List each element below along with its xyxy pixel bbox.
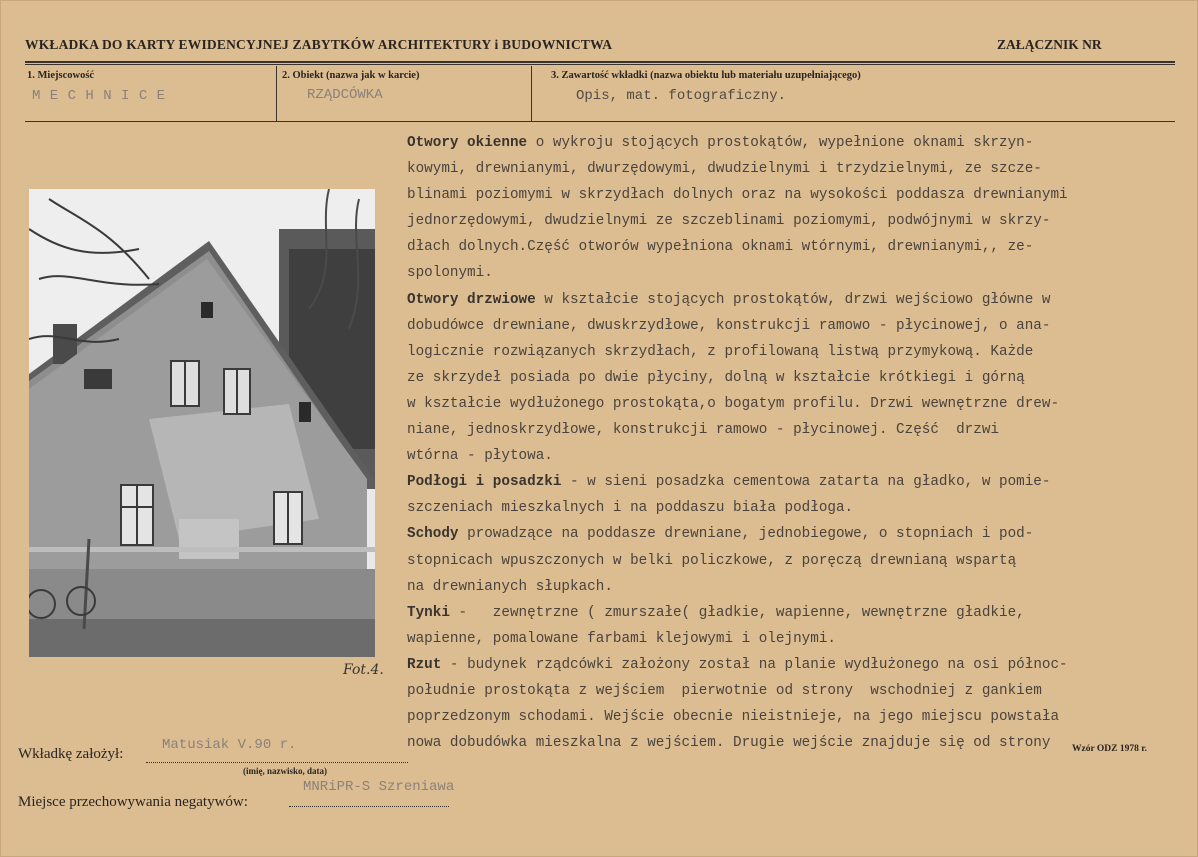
founded-line [146,762,408,763]
field-contents-value: Opis, mat. fotograficzny. [576,88,787,104]
description-line [407,730,1177,756]
line-text: poprzedzonym schodami. Wejście obecnie nieistnieje, na jego miejscu powstała [407,709,1060,726]
line-text: o wykroju stojących prostokątów, wypełnione oknami skrzyn- [527,135,1034,151]
description-line [407,365,1177,391]
line-text: ze skrzydeł posiada po dwie płyciny, dolną w kształcie krótkiegi i górną [407,369,1025,386]
founded-label: Wkładkę założył: [18,746,124,762]
description-line [407,678,1177,704]
field-contents-label: 3. Zawartość wkładki (nazwa obiektu lub materiału uzupełniającego) [551,70,861,81]
storage-label: Miejsce przechowywania negatywów: [18,794,248,810]
description-line [407,600,1177,626]
description-line [407,521,1177,547]
description-line [407,208,1177,234]
section-heading: Schody [407,526,459,543]
line-text: logicznie rozwiązanych skrzydłach, z profilowaną listwą przymykową. Każde [407,343,1034,360]
line-text: - w sieni posadzka cementowa zatarta na gładko, w pomie- [561,474,1051,491]
header-rule-thin [25,64,1175,65]
building-photo [29,189,375,657]
description-line [407,130,1177,156]
line-text: jednorzędowymi, dwudzielnymi ze szczeblinami poziomymi, podwójnymi w skrzy- [407,213,1051,230]
form-reference: Wzór ODZ 1978 r. [1072,744,1147,754]
section-heading: Tynki [407,604,450,621]
description-line [407,652,1177,678]
field-object-value: RZĄDCÓWKA [307,87,383,103]
line-text: spolonymi. [407,265,493,282]
line-text: - zewnętrzne ( zmurszałe( gładkie, wapienne, wewnętrzne gładkie, [449,604,1025,621]
description-line [407,443,1177,469]
description-line [407,313,1177,339]
line-text: w kształcie wydłużonego prostokąta,o bogatym profilu. Drzwi wewnętrzne drew- [407,395,1060,412]
line-text: stopnicach wpuszczonych w belki policzkowe, z poręczą drewnianą wspartą [407,552,1017,569]
line-text: na drewnianych słupkach. [407,578,613,595]
section-heading: Rzut [407,656,442,673]
field-divider-1 [276,66,277,121]
line-text: prowadzące na poddasze drewniane, jednobiegowe, o stopniach i pod- [458,526,1034,543]
description-line [407,182,1177,208]
description-line [407,339,1177,365]
storage-value: MNRiPR-S Szreniawa [303,779,455,795]
line-text: nowa dobudówka mieszkalna z wejściem. Drugie wejście znajduje się od strony [407,735,1051,752]
field-locality-value: M E C H N I C E [32,88,166,104]
description-line [407,704,1177,730]
line-text: szczeniach mieszkalnych i na poddaszu biała podłoga. [407,500,854,517]
field-locality-label: 1. Miejscowość [27,70,95,81]
line-text: blinami poziomymi w skrzydłach dolnych oraz na wysokości poddasza drewnianymi [407,187,1068,204]
description-line [407,469,1177,495]
attachment-number-label: ZAŁĄCZNIK NR [997,37,1102,52]
line-text: niane, jednoskrzydłowe, konstrukcji ramowo - płycinowej. Część drzwi [407,422,999,439]
description-line [407,626,1177,652]
card-title: WKŁADKA DO KARTY EWIDENCYJNEJ ZABYTKÓW ARCHITEKTURY i BUDOWNICTWA [25,37,613,52]
storage-line [289,806,449,807]
description-line [407,391,1177,417]
photo-caption: Fot.4. [343,662,384,678]
description-line [407,417,1177,443]
line-text: w kształcie stojących prostokątów, drzwi wejściowo główne w [535,291,1051,308]
line-text: dobudówce drewniane, dwuskrzydłowe, konstrukcji ramowo - płycinowej, o ana- [407,317,1051,334]
description-line [407,260,1177,286]
header-rule [25,61,1175,63]
founded-value: Matusiak V.90 r. [162,737,297,753]
description-line [407,287,1177,313]
line-text: kowymi, drewnianymi, dwurzędowymi, dwudzielnymi i trzydzielnymi, ze szcze- [407,161,1042,178]
fields-rule [25,121,1175,122]
section-heading: Podłogi i posadzki [407,474,562,491]
section-heading: Otwory drzwiowe [407,291,536,308]
line-text: południe prostokąta z wejściem pierwotnie od strony wschodniej z gankiem [407,682,1042,699]
line-text: wtórna - płytowa. [407,448,553,465]
description-line [407,156,1177,182]
line-text: - budynek rządcówki założony został na planie wydłużonego na osi północ- [441,656,1068,673]
section-heading: Otwory okienne [407,135,528,151]
line-text: dłach dolnych.Część otworów wypełniona oknami wtórnymi, drewnianymi,, ze- [407,239,1034,256]
description-line [407,234,1177,260]
line-text: wapienne, pomalowane farbami klejowymi i olejnymi. [407,630,836,647]
description-line [407,495,1177,521]
description-text [407,130,1177,756]
field-divider-2 [531,66,532,121]
founded-caption: (imię, nazwisko, data) [243,766,327,776]
description-line [407,548,1177,574]
description-line [407,574,1177,600]
field-object-label: 2. Obiekt (nazwa jak w karcie) [282,70,420,81]
